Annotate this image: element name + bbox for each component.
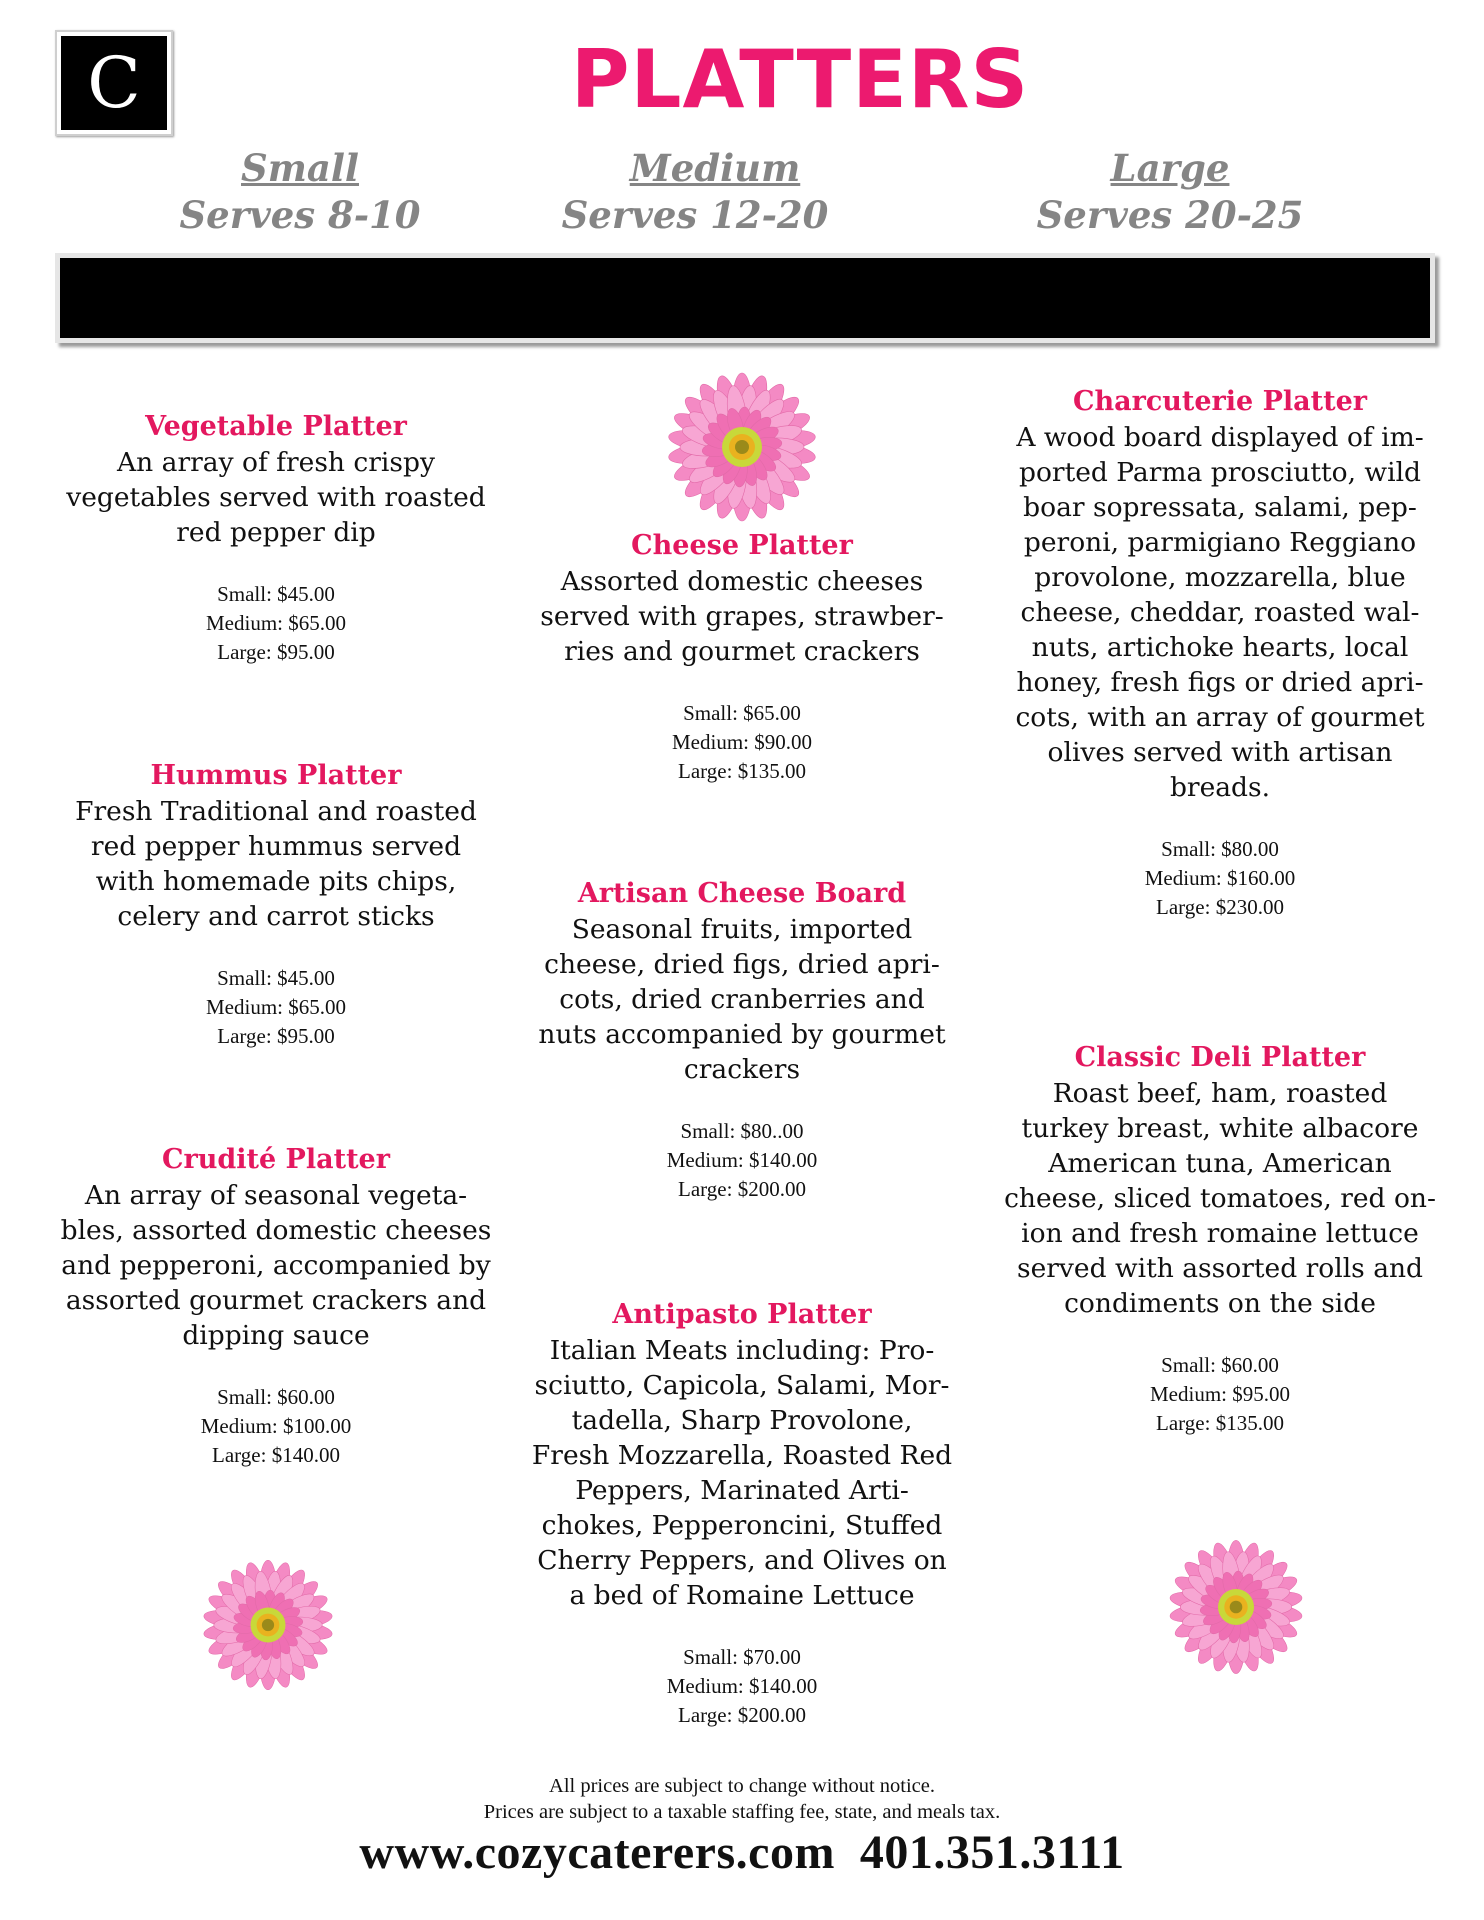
price-notice: All prices are subject to change without notice.	[549, 1775, 935, 1797]
desc-line: nuts accompanied by gourmet	[538, 1019, 946, 1050]
desc-line: A wood board displayed of im-	[1016, 422, 1424, 453]
platter-name: Hummus Platter	[150, 760, 402, 791]
hummus-platter	[56, 758, 496, 1051]
desc-line: Fresh Mozzarella, Roasted Red	[531, 1440, 953, 1471]
size-serves: Serves 20-25	[1036, 193, 1304, 237]
size-name: Large	[1110, 146, 1230, 190]
price-medium: Medium: $65.00	[206, 995, 346, 1019]
price-large: Large: $95.00	[217, 1024, 335, 1048]
price-medium: Medium: $65.00	[206, 611, 346, 635]
price-large: Large: $135.00	[1156, 1411, 1284, 1435]
desc-line: red pepper dip	[176, 517, 376, 548]
size-small	[150, 145, 450, 239]
desc-line: Roast beef, ham, roasted	[1052, 1078, 1388, 1109]
desc-line: Seasonal fruits, imported	[571, 914, 913, 945]
desc-line: bles, assorted domestic cheeses	[60, 1215, 492, 1246]
platter-name: Crudité Platter	[162, 1144, 390, 1175]
desc-line: assorted gourmet crackers and	[65, 1285, 487, 1316]
platter-description	[56, 1178, 496, 1353]
platter-description	[522, 1333, 962, 1613]
price-small: Small: $45.00	[217, 582, 335, 606]
desc-line: nuts, artichoke hearts, local	[1031, 632, 1409, 663]
platter-prices	[522, 1117, 962, 1204]
desc-line: ion and fresh romaine lettuce	[1021, 1218, 1419, 1249]
price-medium: Medium: $160.00	[1144, 866, 1296, 890]
desc-line: vegetables served with roasted	[66, 482, 486, 513]
size-medium	[545, 145, 845, 239]
price-small: Small: $80.00	[1161, 837, 1279, 861]
desc-line: Peppers, Marinated Arti-	[575, 1475, 909, 1506]
platter-name: Cheese Platter	[631, 530, 853, 561]
platter-prices	[56, 580, 496, 667]
desc-line: Italian Meats including: Pro-	[549, 1335, 935, 1366]
platter-description	[56, 445, 496, 550]
desc-line: with homemade pits chips,	[95, 866, 457, 897]
price-large: Large: $200.00	[678, 1703, 806, 1727]
website-link[interactable]: www.cozycaterers.com	[359, 1826, 835, 1879]
platter-prices	[1000, 835, 1440, 922]
desc-line: and pepperoni, accompanied by	[61, 1250, 491, 1281]
platter-name: Classic Deli Platter	[1074, 1042, 1366, 1073]
price-large: Large: $135.00	[678, 759, 806, 783]
classic-deli-platter	[1000, 1040, 1440, 1438]
desc-line: ported Parma prosciutto, wild	[1018, 457, 1422, 488]
desc-line: breads.	[1169, 772, 1271, 803]
price-small: Small: $70.00	[683, 1645, 801, 1669]
platter-description	[1000, 420, 1440, 805]
crudite-platter	[56, 1142, 496, 1470]
desc-line: served with assorted rolls and	[1016, 1253, 1424, 1284]
desc-line: An array of fresh crispy	[117, 447, 435, 478]
platter-description	[522, 564, 962, 669]
page-title: PLATTERS	[570, 33, 1030, 126]
tax-notice: Prices are subject to a taxable staffing fee, state, and meals tax.	[483, 1801, 1001, 1823]
footer	[0, 1773, 1484, 1881]
desc-line: honey, fresh figs or dried apri-	[1016, 667, 1424, 698]
platter-prices	[1000, 1351, 1440, 1438]
desc-line: ries and gourmet crackers	[564, 636, 920, 667]
desc-line: tadella, Sharp Provolone,	[571, 1405, 913, 1436]
pink-gerbera-flower-icon	[198, 1555, 338, 1695]
platter-name: Charcuterie Platter	[1072, 386, 1368, 417]
vegetable-platter	[56, 409, 496, 667]
desc-line: cots, dried cranberries and	[559, 984, 925, 1015]
desc-line: cheese, dried figs, dried apri-	[544, 949, 940, 980]
logo	[55, 30, 173, 136]
desc-line: cheese, cheddar, roasted wal-	[1020, 597, 1420, 628]
price-medium: Medium: $100.00	[200, 1414, 352, 1438]
pink-gerbera-flower-icon	[1164, 1535, 1308, 1679]
platter-name: Artisan Cheese Board	[577, 878, 907, 909]
price-large: Large: $95.00	[217, 640, 335, 664]
platter-description	[522, 912, 962, 1087]
price-medium: Medium: $90.00	[672, 730, 812, 754]
artisan-cheese-board	[522, 876, 962, 1204]
platter-name: Antipasto Platter	[612, 1299, 872, 1330]
desc-line: celery and carrot sticks	[117, 901, 435, 932]
price-large: Large: $230.00	[1156, 895, 1284, 919]
desc-line: chokes, Pepperoncini, Stuffed	[541, 1510, 943, 1541]
size-large	[1020, 145, 1320, 239]
platter-prices	[56, 1383, 496, 1470]
desc-line: cheese, sliced tomatoes, red on-	[1004, 1183, 1436, 1214]
platter-prices	[56, 964, 496, 1051]
desc-line: Fresh Traditional and roasted	[75, 796, 477, 827]
desc-line: crackers	[683, 1054, 801, 1085]
platter-description	[56, 794, 496, 934]
platter-prices	[522, 1643, 962, 1730]
price-small: Small: $45.00	[217, 966, 335, 990]
desc-line: Cherry Peppers, and Olives on	[537, 1545, 947, 1576]
platter-name: Vegetable Platter	[145, 411, 407, 442]
desc-line: Assorted domestic cheeses	[560, 566, 924, 597]
charcuterie-platter	[1000, 384, 1440, 922]
price-medium: Medium: $140.00	[666, 1674, 818, 1698]
price-medium: Medium: $140.00	[666, 1148, 818, 1172]
logo-letter: C	[61, 36, 167, 130]
desc-line: served with grapes, strawber-	[540, 601, 944, 632]
size-name: Small	[241, 146, 359, 190]
black-banner	[55, 253, 1435, 343]
desc-line: condiments on the side	[1064, 1288, 1376, 1319]
cheese-platter	[522, 528, 962, 786]
desc-line: dipping sauce	[182, 1320, 370, 1351]
price-large: Large: $140.00	[212, 1443, 340, 1467]
price-small: Small: $60.00	[1161, 1353, 1279, 1377]
size-serves: Serves 12-20	[561, 193, 829, 237]
contact-line	[0, 1825, 1484, 1881]
desc-line: peroni, parmigiano Reggiano	[1023, 527, 1417, 558]
size-name: Medium	[629, 146, 801, 190]
antipasto-platter	[522, 1297, 962, 1730]
desc-line: sciutto, Capicola, Salami, Mor-	[534, 1370, 950, 1401]
phone-number: 401.351.3111	[859, 1826, 1125, 1879]
price-small: Small: $80..00	[680, 1119, 804, 1143]
size-serves: Serves 8-10	[179, 193, 421, 237]
desc-line: American tuna, American	[1048, 1148, 1392, 1179]
platter-description	[1000, 1076, 1440, 1321]
desc-line: a bed of Romaine Lettuce	[569, 1580, 915, 1611]
price-small: Small: $65.00	[683, 701, 801, 725]
price-medium: Medium: $95.00	[1150, 1382, 1290, 1406]
desc-line: boar sopressata, salami, pep-	[1023, 492, 1417, 523]
desc-line: An array of seasonal vegeta-	[84, 1180, 468, 1211]
price-small: Small: $60.00	[217, 1385, 335, 1409]
pink-gerbera-flower-icon	[662, 367, 822, 527]
desc-line: provolone, mozzarella, blue	[1034, 562, 1406, 593]
desc-line: turkey breast, white albacore	[1021, 1113, 1419, 1144]
desc-line: cots, with an array of gourmet	[1015, 702, 1425, 733]
price-large: Large: $200.00	[678, 1177, 806, 1201]
desc-line: olives served with artisan	[1047, 737, 1393, 768]
desc-line: red pepper hummus served	[90, 831, 462, 862]
platter-prices	[522, 699, 962, 786]
